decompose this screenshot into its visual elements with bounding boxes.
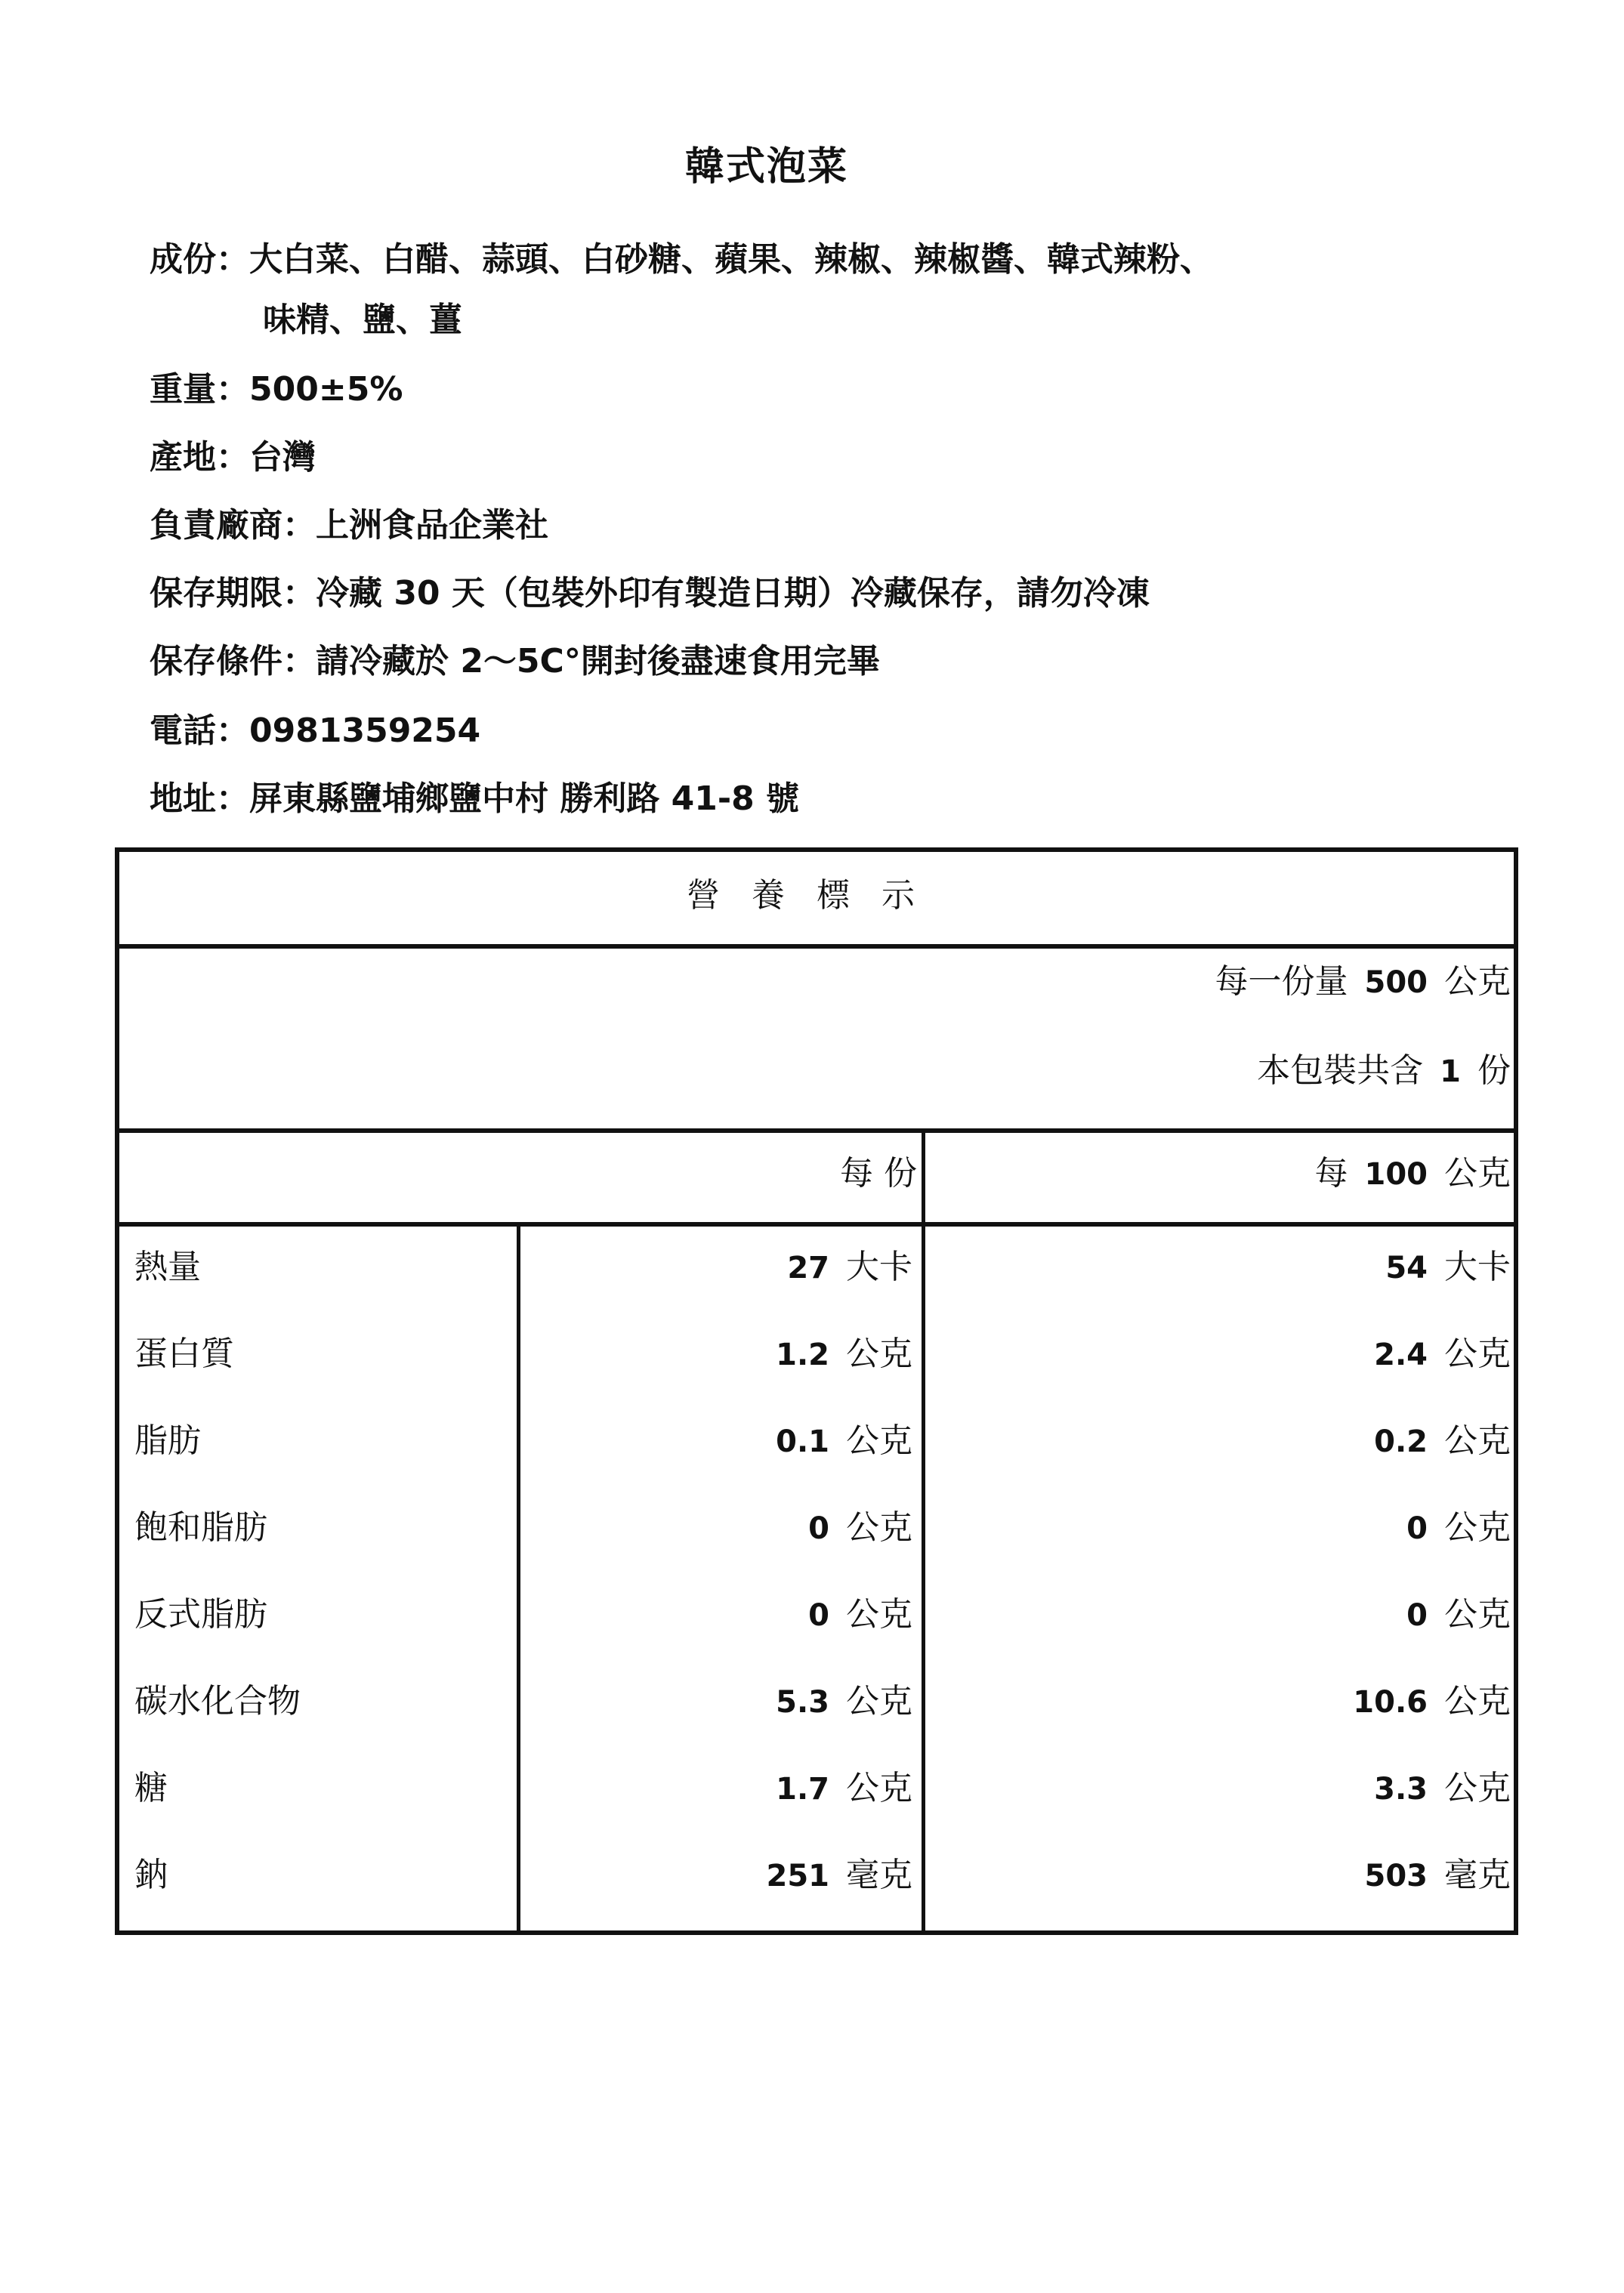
- per-serving-unit: 公克: [846, 1595, 912, 1634]
- column-header-per-100g: [1315, 1153, 1511, 1196]
- ingredients-line: [150, 237, 1213, 343]
- address-value: 屏東縣鹽埔鄉鹽中村 勝利路 41-8 號: [249, 779, 800, 818]
- per-serving-unit: 大卡: [846, 1248, 912, 1286]
- origin-line: [150, 435, 316, 480]
- nutrient-per-serving: [776, 1767, 912, 1810]
- nutrient-name: 蛋白質: [134, 1335, 234, 1373]
- serving-size-prefix: 每一份量: [1215, 962, 1348, 1001]
- ingredients-value: 大白菜、白醋、蒜頭、白砂糖、蘋果、辣椒、辣椒醬、韓式辣粉、: [249, 240, 1213, 279]
- column-divider: [922, 1128, 925, 1935]
- nutrient-per-serving: [808, 1594, 912, 1637]
- ingredients-value-cont: 味精、鹽、薑: [263, 301, 462, 339]
- storage-line: [150, 639, 880, 684]
- page-title: 韓式泡菜: [684, 144, 848, 190]
- nutrition-heading: 營養標示: [687, 876, 946, 915]
- per-100g-unit: 毫克: [1444, 1856, 1511, 1894]
- manufacturer-value: 上洲食品企業社: [316, 506, 548, 545]
- shelf-life-label: 保存期限：: [150, 574, 316, 613]
- per-serving-value: 0: [808, 1511, 829, 1546]
- per-100g-unit: 公克: [1444, 1508, 1511, 1547]
- weight-label: 重量：: [150, 370, 249, 409]
- nutrient-per-100g: [1385, 1246, 1511, 1289]
- per-100g-value: 0: [1406, 1511, 1428, 1546]
- nutrient-per-100g: [1406, 1507, 1511, 1550]
- nutrient-per-serving: [776, 1420, 912, 1463]
- per-serving-value: 5.3: [776, 1685, 829, 1720]
- weight-value: 500±5%: [249, 370, 403, 409]
- per-100g-value: 503: [1364, 1859, 1428, 1893]
- phone-line: [150, 708, 480, 754]
- column-divider: [517, 1222, 520, 1935]
- per-serving-value: 1.2: [776, 1338, 829, 1372]
- per-serving-unit: 公克: [846, 1421, 912, 1460]
- per-100g-value: 0: [1406, 1598, 1428, 1633]
- per-serving-unit: 公克: [846, 1335, 912, 1373]
- per-serving-value: 0: [808, 1598, 829, 1633]
- servings-unit: 份: [1477, 1051, 1511, 1090]
- nutrient-per-100g: [1365, 1854, 1511, 1897]
- weight-line: [150, 367, 403, 412]
- per-serving-unit: 毫克: [846, 1856, 912, 1894]
- per-serving-value: 251: [766, 1859, 829, 1893]
- serving-size-unit: 公克: [1444, 962, 1511, 1001]
- origin-value: 台灣: [249, 438, 316, 477]
- nutrient-name: 飽和脂肪: [134, 1508, 267, 1547]
- nutrition-table: [115, 847, 1518, 1935]
- per-100g-unit: 公克: [1444, 1769, 1511, 1807]
- nutrient-name: 脂肪: [134, 1421, 201, 1460]
- nutrient-per-100g: [1374, 1767, 1511, 1810]
- per-serving-unit: 公克: [846, 1769, 912, 1807]
- nutrient-per-100g: [1406, 1594, 1511, 1637]
- per-100g-unit: 公克: [1444, 1595, 1511, 1634]
- nutrient-name: 熱量: [134, 1248, 201, 1286]
- storage-label: 保存條件：: [150, 642, 316, 680]
- serving-size: [1215, 961, 1511, 1004]
- servings-value: 1: [1440, 1054, 1461, 1089]
- per-100g-unit: 大卡: [1444, 1248, 1511, 1286]
- ingredients-label: 成份：: [150, 240, 249, 279]
- phone-value: 0981359254: [249, 711, 481, 750]
- per-100g-unit: 公克: [1444, 1421, 1511, 1460]
- nutrient-per-100g: [1374, 1333, 1511, 1376]
- per-100g-value: 0.2: [1374, 1424, 1428, 1459]
- manufacturer-line: [150, 503, 548, 548]
- per-100-prefix: 每: [1314, 1154, 1348, 1193]
- nutrient-name: 反式脂肪: [134, 1595, 267, 1634]
- nutrient-name: 鈉: [134, 1856, 168, 1894]
- nutrient-per-serving: [776, 1333, 912, 1376]
- per-100g-value: 2.4: [1374, 1338, 1428, 1372]
- column-header-per-serving: 每 份: [840, 1154, 917, 1193]
- nutrient-name: 糖: [134, 1769, 168, 1807]
- shelf-life-line: [150, 571, 1150, 616]
- per-100g-value: 10.6: [1353, 1685, 1428, 1720]
- table-divider: [119, 1128, 1514, 1133]
- nutrient-name: 碳水化合物: [134, 1682, 301, 1721]
- origin-label: 產地：: [150, 438, 249, 477]
- per-serving-value: 0.1: [776, 1424, 829, 1459]
- table-divider: [119, 1222, 1514, 1227]
- table-divider: [119, 944, 1514, 949]
- nutrient-per-serving: [767, 1854, 913, 1897]
- per-100g-value: 3.3: [1374, 1772, 1428, 1807]
- servings-per-package: [1257, 1050, 1511, 1093]
- serving-size-value: 500: [1364, 965, 1428, 1000]
- nutrient-per-serving: [776, 1680, 912, 1724]
- servings-prefix: 本包裝共含: [1257, 1051, 1424, 1090]
- per-serving-unit: 公克: [846, 1682, 912, 1721]
- nutrient-per-100g: [1374, 1420, 1511, 1463]
- address-line: [150, 776, 799, 822]
- nutrient-per-serving: [787, 1246, 912, 1289]
- manufacturer-label: 負責廠商：: [150, 506, 316, 545]
- per-100-value: 100: [1364, 1157, 1428, 1192]
- address-label: 地址：: [150, 779, 249, 818]
- nutrient-per-serving: [808, 1507, 912, 1550]
- storage-value: 請冷藏於 2～5C°開封後盡速食用完畢: [316, 642, 880, 680]
- phone-label: 電話：: [150, 711, 249, 750]
- per-100g-unit: 公克: [1444, 1335, 1511, 1373]
- per-serving-value: 1.7: [776, 1772, 829, 1807]
- per-100-unit: 公克: [1444, 1154, 1511, 1193]
- nutrient-per-100g: [1353, 1680, 1511, 1724]
- per-serving-value: 27: [787, 1251, 829, 1285]
- per-serving-unit: 公克: [846, 1508, 912, 1547]
- per-100g-value: 54: [1385, 1251, 1428, 1285]
- per-100g-unit: 公克: [1444, 1682, 1511, 1721]
- shelf-life-value: 冷藏 30 天（包裝外印有製造日期）冷藏保存，請勿冷凍: [316, 574, 1150, 613]
